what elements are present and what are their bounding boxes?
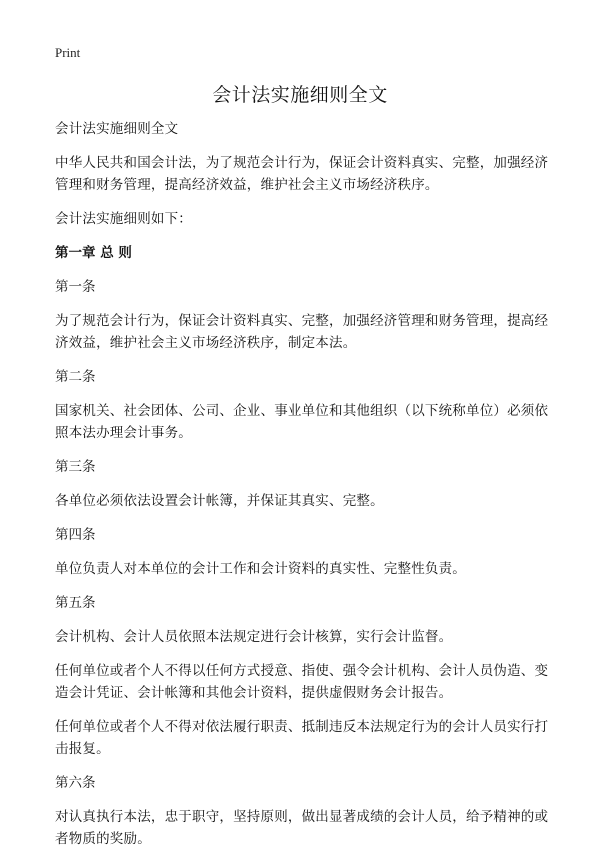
article-heading: 第六条 [55, 775, 96, 791]
article-heading: 第五条 [55, 595, 96, 611]
article-paragraph: 各单位必须依法设置会计帐簿，并保证其真实、完整。 [55, 493, 384, 509]
lead-paragraph: 会计法实施细则如下： [55, 211, 192, 227]
chapter-heading: 第一章 总 则 [55, 245, 132, 261]
article-heading: 第一条 [55, 279, 96, 295]
page-title: 会计法实施细则全文 [212, 84, 388, 106]
article-paragraph: 国家机关、社会团体、公司、企业、事业单位和其他组织（以下统称单位）必须依照本法办理会计事务。 [55, 403, 549, 441]
article-paragraph: 任何单位或者个人不得以任何方式授意、指使、强令会计机构、会计人员伪造、变造会计凭证、会计帐簿和其他会计资料，提供虚假财务会计报告。 [55, 663, 549, 701]
article-heading: 第四条 [55, 527, 96, 543]
article-paragraph: 单位负责人对本单位的会计工作和会计资料的真实性、完整性负责。 [55, 561, 466, 577]
article-paragraph: 任何单位或者个人不得对依法履行职责、抵制违反本法规定行为的会计人员实行打击报复。 [55, 719, 549, 757]
print-link[interactable]: Print [55, 45, 81, 60]
article-heading: 第三条 [55, 459, 96, 475]
document-subtitle: 会计法实施细则全文 [55, 121, 179, 137]
article-paragraph: 为了规范会计行为，保证会计资料真实、完整，加强经济管理和财务管理，提高经济效益，维护社会主义市场经济秩序，制定本法。 [55, 313, 549, 351]
document-body [55, 118, 555, 862]
intro-paragraph: 中华人民共和国会计法，为了规范会计行为，保证会计资料真实、完整，加强经济管理和财务管理，提高经济效益，维护社会主义市场经济秩序。 [55, 155, 549, 193]
article-paragraph: 会计机构、会计人员依照本法规定进行会计核算，实行会计监督。 [55, 629, 453, 645]
article-paragraph: 对认真执行本法，忠于职守，坚持原则，做出显著成绩的会计人员，给予精神的或者物质的奖励。 [55, 809, 549, 847]
article-heading: 第二条 [55, 369, 96, 385]
